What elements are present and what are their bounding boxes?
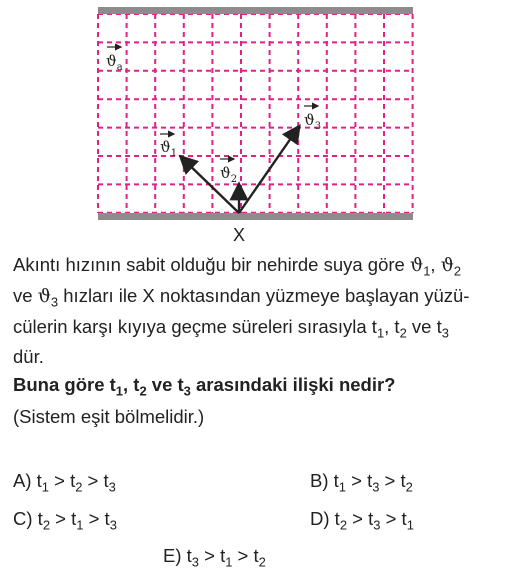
problem-paragraph: Akıntı hızının sabit olduğu bir nehirde suya göre $ϑ_1$, $ϑ_2$ ve $ϑ_3$ hızları ile X noktasından yüzmeye başlayan yüzü- cülerin karşı kıyıya geçme süreleri sırasıyla $t_1$, $t_2$ ve $t_3$ dür.	[13, 254, 470, 367]
river-figure	[0, 0, 514, 245]
top-river-bank	[98, 7, 413, 14]
option-e[interactable]: E) $t_3 > t_1 > t_2$	[163, 545, 266, 570]
option-c[interactable]: C) $t_2 > t_1 > t_3$	[13, 508, 117, 533]
question-text: Buna göre $t_1$, $t_2$ ve $t_3$ arasındaki ilişki nedir?	[13, 374, 396, 399]
arrow-v3	[239, 128, 298, 213]
label-va: $ϑ_a$	[106, 52, 123, 73]
option-b[interactable]: B) $t_1 > t_3 > t_2$	[310, 470, 413, 495]
dashed-grid	[98, 14, 413, 213]
label-v3: $ϑ_3$	[304, 111, 322, 132]
label-v2: $ϑ_2$	[220, 164, 238, 185]
problem-text-1: Akıntı hızının sabit olduğu bir nehirde suya göre	[13, 254, 410, 275]
note-text: (Sistem eşit bölmelidir.)	[13, 406, 205, 427]
option-d[interactable]: D) $t_2 > t_3 > t_1$	[310, 508, 414, 533]
bottom-river-bank	[98, 213, 413, 220]
option-a[interactable]: A) $t_1 > t_2 > t_3$	[13, 470, 116, 495]
point-x-label: X	[232, 225, 246, 245]
label-v1: $ϑ_1$	[160, 138, 178, 159]
